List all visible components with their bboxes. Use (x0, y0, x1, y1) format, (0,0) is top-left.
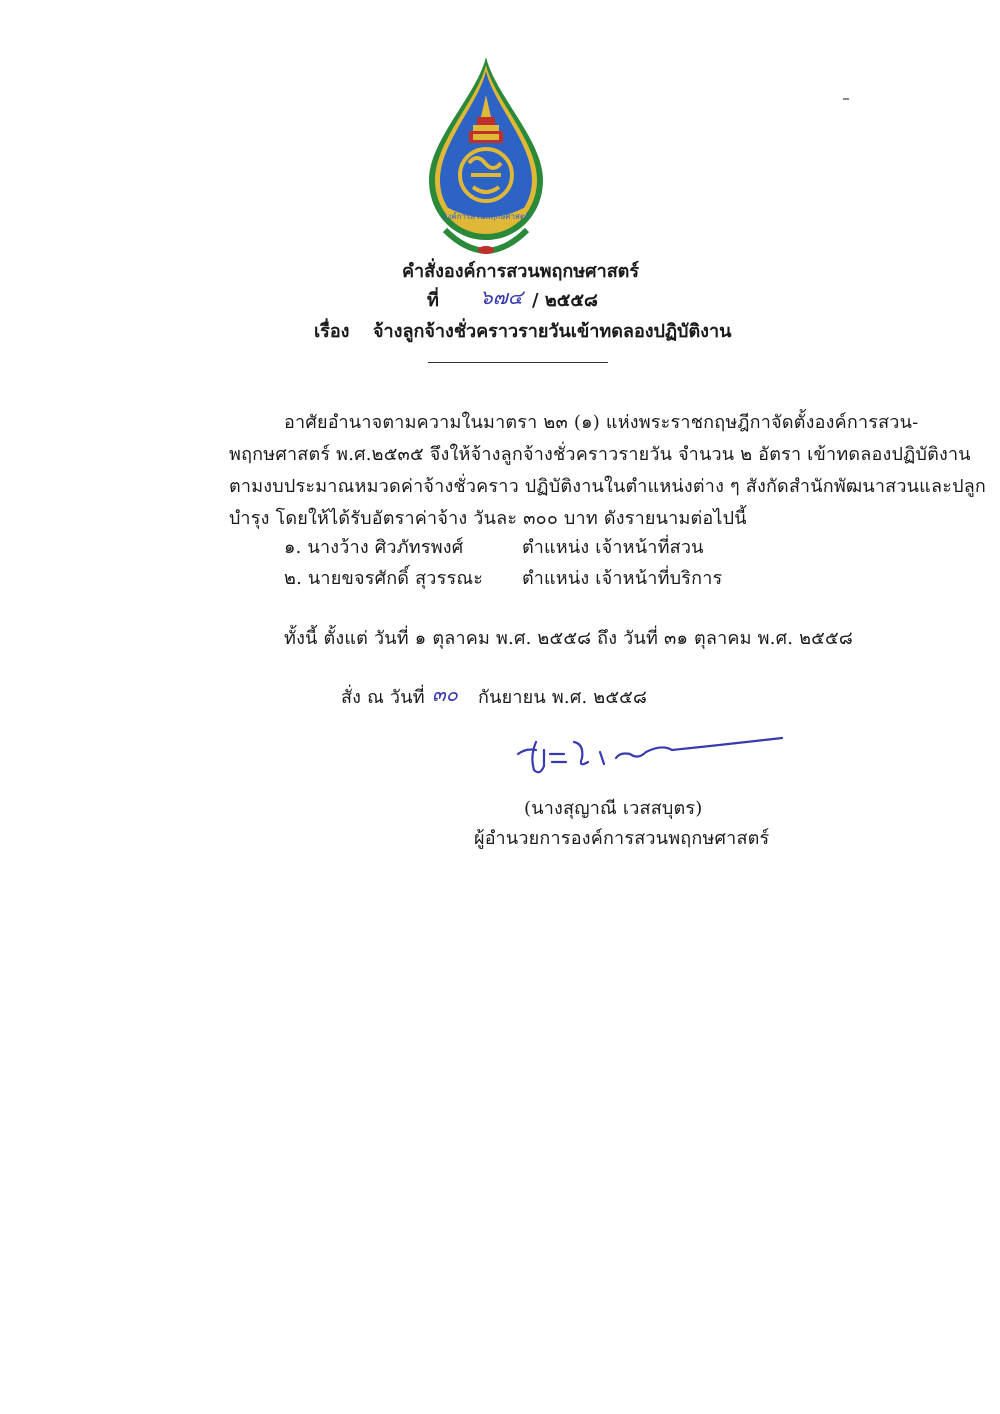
order-number-prefix: ที่ (427, 290, 439, 311)
signatory-title: ผู้อำนวยการองค์การสวนพฤกษศาสตร์ (474, 828, 770, 849)
logo-organization-text: องค์การสวนพฤกษศาสตร์ (442, 212, 530, 221)
order-date-month-year: กันยายน พ.ศ. ๒๕๕๘ (478, 687, 648, 708)
header-divider (428, 362, 608, 363)
order-date-day-handwritten: ๓๐ (432, 682, 458, 706)
employee-1-position: ตำแหน่ง เจ้าหน้าที่สวน (522, 537, 704, 558)
botanical-garden-logo (425, 55, 547, 255)
order-number-handwritten: ๖๗๔ (480, 285, 523, 309)
scan-speck (843, 98, 849, 100)
order-date-prefix: สั่ง ณ วันที่ (341, 687, 425, 708)
employee-2-position: ตำแหน่ง เจ้าหน้าที่บริการ (522, 568, 723, 589)
order-number-year: / ๒๕๕๘ (532, 290, 598, 311)
subject-label: เรื่อง (314, 321, 350, 342)
handwritten-signature (512, 730, 787, 780)
paragraph-line-3: ตามงบประมาณหมวดค่าจ้างชั่วคราว ปฏิบัติงานในตำแหน่งต่าง ๆ สังกัดสำนักพัฒนาสวนและปลูก (229, 476, 987, 497)
employee-2-name: ๒. นายขจรศักดิ์ สุวรรณะ (284, 568, 484, 589)
employee-1-name: ๑. นางว้าง ศิวภัทรพงศ์ (284, 537, 464, 558)
paragraph-line-4: บำรุง โดยให้ได้รับอัตราค่าจ้าง วันละ ๓๐๐ บาท ดังรายนามต่อไปนี้ (229, 508, 747, 529)
effective-period: ทั้งนี้ ตั้งแต่ วันที่ ๑ ตุลาคม พ.ศ. ๒๕๕๘ ถึง วันที่ ๓๑ ตุลาคม พ.ศ. ๒๕๕๘ (284, 628, 853, 649)
paragraph-line-1: อาศัยอำนาจตามความในมาตรา ๒๓ (๑) แห่งพระราชกฤษฎีกาจัดตั้งองค์การสวน- (284, 412, 919, 433)
signatory-name: (นางสุญาณี เวสสบุตร) (524, 798, 703, 819)
paragraph-line-2: พฤกษศาสตร์ พ.ศ.๒๕๓๕ จึงให้จ้างลูกจ้างชั่วคราวรายวัน จำนวน ๒ อัตรา เข้าทดลองปฏิบัติงาน (229, 444, 971, 465)
subject-text: จ้างลูกจ้างชั่วคราวรายวันเข้าทดลองปฏิบัติงาน (373, 321, 732, 342)
order-title: คำสั่งองค์การสวนพฤกษศาสตร์ (402, 261, 640, 282)
